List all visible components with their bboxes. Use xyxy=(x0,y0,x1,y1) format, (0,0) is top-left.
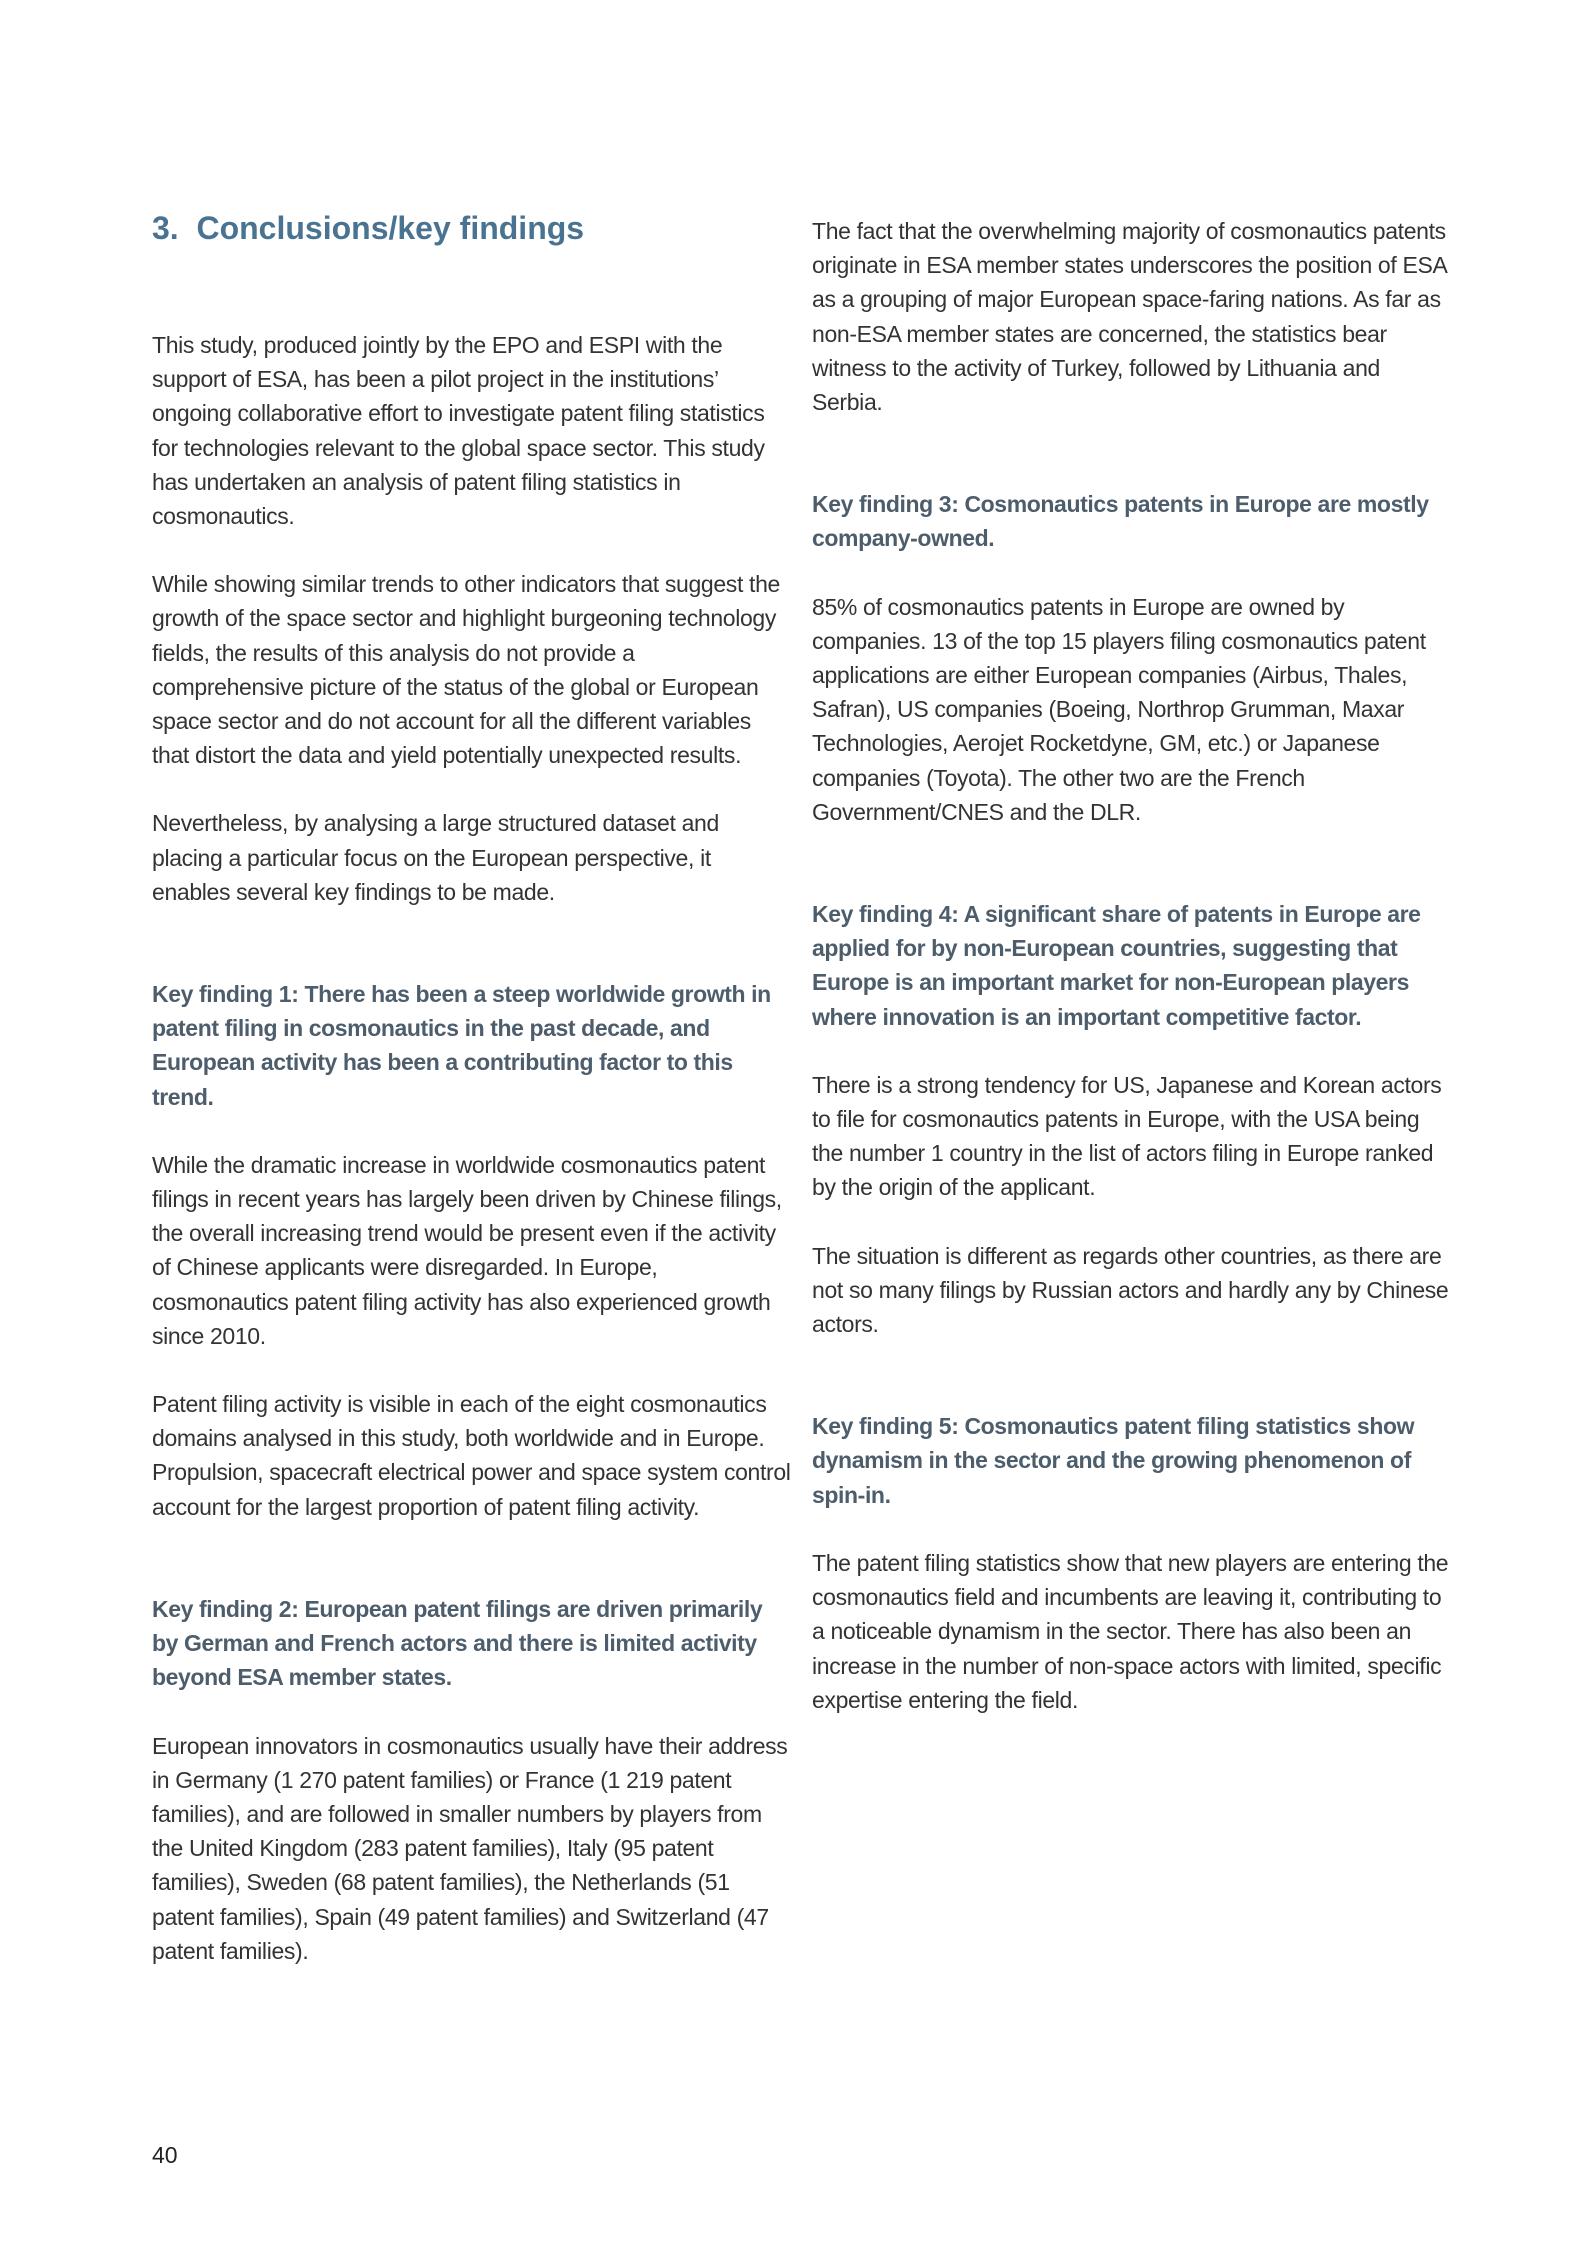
intro-paragraph-3: Nevertheless, by analysing a large structured dataset and placing a particular focus on the European perspective, it enables several key findings to be made. xyxy=(152,810,719,905)
section-title: 3. Conclusions/key findings xyxy=(152,210,585,246)
intro-paragraph-2: While showing similar trends to other indicators that suggest the growth of the space sector and highlight burgeoning technology fields, the results of this analysis do not provide a comprehensive picture of the status of the global or European space sector and do not account for all the different variables that distort the data and yield potentially unexpected results. xyxy=(152,571,780,769)
left-column xyxy=(152,200,792,2002)
key-finding-1-heading: Key finding 1: There has been a steep worldwide growth in patent filing in cosmonautics in the past decade, and European activity has been a contributing factor to this trend. xyxy=(152,981,771,1110)
right-column xyxy=(812,200,1452,1751)
key-finding-2-paragraph-1: European innovators in cosmonautics usually have their address in Germany (1 270 patent families) or France (1 219 patent families), and are followed in smaller numbers by players from the United Kingdom (283 patent families), Italy (95 patent families), Sweden (68 patent families), the Netherlands (51 patent families), Spain (49 patent families) and Switzerland (47 patent families). xyxy=(152,1732,788,1964)
continuation-paragraph: The fact that the overwhelming majority of cosmonautics patents originate in ESA member states underscores the position of ESA as a grouping of major European space-faring nations. As far as non-ESA member states are concerned, the statistics bear witness to the activity of Turkey, followed by Lithuania and Serbia. xyxy=(812,218,1447,416)
page-number: 40 xyxy=(152,2142,178,2168)
key-finding-4-paragraph-1: There is a strong tendency for US, Japanese and Korean actors to file for cosmonautics patents in Europe, with the USA being the number 1 country in the list of actors filing in Europe ranked by the origin of the applicant. xyxy=(812,1071,1442,1201)
key-finding-5-heading: Key finding 5: Cosmonautics patent filing statistics show dynamism in the sector and the growing phenomenon of spin-in. xyxy=(812,1413,1415,1508)
key-finding-1-paragraph-2: Patent filing activity is visible in each of the eight cosmonautics domains analysed in this study, both worldwide and in Europe. Propulsion, spacecraft electrical power and space system control account for the largest proportion of patent filing activity. xyxy=(152,1391,791,1520)
key-finding-5-paragraph-1: The patent filing statistics show that new players are entering the cosmonautics field and incumbents are leaving it, contributing to a noticeable dynamism in the sector. There has also been an increase in the number of non-space actors with limited, specific expertise entering the field. xyxy=(812,1549,1449,1713)
key-finding-3-heading: Key finding 3: Cosmonautics patents in Europe are mostly company-owned. xyxy=(812,491,1429,552)
key-finding-4-heading: Key finding 4: A significant share of patents in Europe are applied for by non-European countries, suggesting that Europe is an important market for non-European players where innovation is an important competitive factor. xyxy=(812,901,1421,1030)
key-finding-2-heading: Key finding 2: European patent filings are driven primarily by German and French actors and there is limited activity beyond ESA member states. xyxy=(152,1595,763,1691)
key-finding-3-paragraph-1: 85% of cosmonautics patents in Europe are owned by companies. 13 of the top 15 players filing cosmonautics patent applications are either European companies (Airbus, Thales, Safran), US companies (Boeing, Northrop Grumman, Maxar Technologies, Aerojet Rocketdyne, GM, etc.) or Japanese companies (Toyota). The other two are the French Government/CNES and the DLR. xyxy=(812,593,1426,825)
key-finding-4-paragraph-2: The situation is different as regards other countries, as there are not so many filings by Russian actors and hardly any by Chinese actors. xyxy=(812,1242,1449,1338)
intro-paragraph-1: This study, produced jointly by the EPO and ESPI with the support of ESA, has been a pilot project in the institutions’ ongoing collaborative effort to investigate patent filing statistics for technologies relevant to the global space sector. This study has undertaken an analysis of patent filing statistics in cosmonautics. xyxy=(152,332,765,530)
key-finding-1-paragraph-1: While the dramatic increase in worldwide cosmonautics patent filings in recent years has largely been driven by Chinese filings, the overall increasing trend would be present even if the activity of Chinese applicants were disregarded. In Europe, cosmonautics patent filing activity has also experienced growth since 2010. xyxy=(152,1151,782,1349)
